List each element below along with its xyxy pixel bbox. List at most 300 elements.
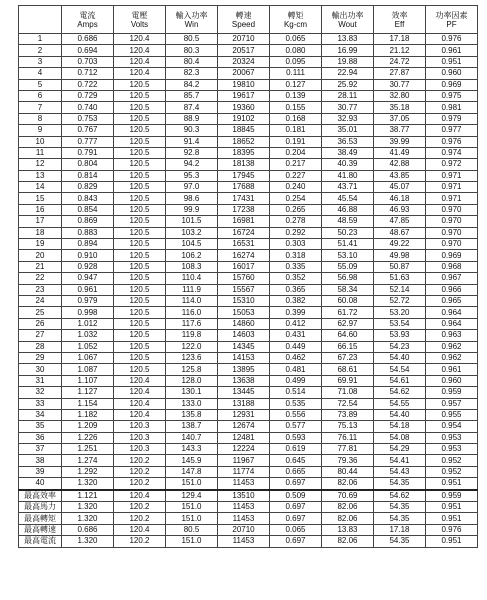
header-label-cn: 輸入功率: [175, 10, 208, 20]
value-cell: 1.320: [62, 536, 114, 547]
value-cell: 43.71: [322, 182, 374, 193]
table-row: [19, 455, 478, 466]
value-cell: 120.5: [114, 341, 166, 352]
value-cell: 120.4: [114, 409, 166, 420]
row-label-cell: 36: [19, 432, 62, 443]
value-cell: 120.5: [114, 79, 166, 90]
value-cell: 0.869: [62, 216, 114, 227]
value-cell: 49.22: [374, 239, 426, 250]
table-row: [19, 478, 478, 490]
header-label-en: Win: [184, 19, 199, 29]
value-cell: 38.77: [374, 125, 426, 136]
value-cell: 1.067: [62, 352, 114, 363]
value-cell: 97.0: [166, 182, 218, 193]
value-cell: 15567: [218, 284, 270, 295]
value-cell: 133.0: [166, 398, 218, 409]
header-label-en: Kg-cm: [283, 19, 308, 29]
value-cell: 120.2: [114, 502, 166, 513]
value-cell: 54.35: [374, 502, 426, 513]
value-cell: 151.0: [166, 502, 218, 513]
value-cell: 120.4: [114, 34, 166, 45]
value-cell: 120.5: [114, 170, 166, 181]
value-cell: 120.4: [114, 375, 166, 386]
value-cell: 70.69: [322, 490, 374, 502]
value-cell: 0.712: [62, 68, 114, 79]
value-cell: 0.481: [270, 364, 322, 375]
motor-performance-table: [18, 5, 478, 548]
value-cell: 0.431: [270, 330, 322, 341]
value-cell: 52.14: [374, 284, 426, 295]
value-cell: 20067: [218, 68, 270, 79]
value-cell: 122.0: [166, 341, 218, 352]
value-cell: 0.928: [62, 261, 114, 272]
table-row: [19, 352, 478, 363]
value-cell: 116.0: [166, 307, 218, 318]
value-cell: 0.965: [426, 295, 478, 306]
value-cell: 51.63: [374, 273, 426, 284]
row-label-cell: 4: [19, 68, 62, 79]
value-cell: 0.462: [270, 352, 322, 363]
value-cell: 0.155: [270, 102, 322, 113]
value-cell: 1.107: [62, 375, 114, 386]
header-label-cn: 轉矩: [287, 10, 304, 20]
value-cell: 1.320: [62, 513, 114, 524]
header-label-en: Amps: [77, 19, 98, 29]
row-label-cell: 最高馬力: [19, 502, 62, 513]
value-cell: 53.20: [374, 307, 426, 318]
value-cell: 0.975: [426, 90, 478, 101]
value-cell: 106.2: [166, 250, 218, 261]
value-cell: 0.697: [270, 478, 322, 490]
value-cell: 0.964: [426, 307, 478, 318]
row-label-cell: 1: [19, 34, 62, 45]
value-cell: 0.971: [426, 182, 478, 193]
row-label-cell: 10: [19, 136, 62, 147]
value-cell: 135.8: [166, 409, 218, 420]
summary-row: [19, 502, 478, 513]
value-cell: 16017: [218, 261, 270, 272]
value-cell: 53.10: [322, 250, 374, 261]
header-label-en: Eff: [394, 19, 405, 29]
value-cell: 120.2: [114, 536, 166, 547]
value-cell: 0.967: [426, 273, 478, 284]
row-label-cell: 2: [19, 45, 62, 56]
value-cell: 120.5: [114, 284, 166, 295]
value-cell: 0.959: [426, 490, 478, 502]
table-row: [19, 136, 478, 147]
value-cell: 82.06: [322, 536, 374, 547]
value-cell: 19617: [218, 90, 270, 101]
value-cell: 20324: [218, 56, 270, 67]
value-cell: 0.449: [270, 341, 322, 352]
value-cell: 14345: [218, 341, 270, 352]
value-cell: 0.962: [426, 352, 478, 363]
value-cell: 82.06: [322, 478, 374, 490]
table-row: [19, 295, 478, 306]
value-cell: 37.05: [374, 113, 426, 124]
value-cell: 28.11: [322, 90, 374, 101]
value-cell: 22.94: [322, 68, 374, 79]
value-cell: 54.23: [374, 341, 426, 352]
value-cell: 13638: [218, 375, 270, 386]
header-label-cn: 轉速: [235, 10, 252, 20]
table-row: [19, 307, 478, 318]
value-cell: 120.5: [114, 364, 166, 375]
value-cell: 101.5: [166, 216, 218, 227]
value-cell: 0.697: [270, 513, 322, 524]
value-cell: 0.966: [426, 284, 478, 295]
value-cell: 0.181: [270, 125, 322, 136]
table-row: [19, 90, 478, 101]
row-label-cell: 12: [19, 159, 62, 170]
value-cell: 79.36: [322, 455, 374, 466]
header-row: [19, 6, 478, 34]
row-label-cell: 6: [19, 90, 62, 101]
header-label-cn: 功率因素: [435, 10, 468, 20]
header-cell: [426, 6, 478, 34]
value-cell: 67.23: [322, 352, 374, 363]
row-label-cell: 3: [19, 56, 62, 67]
value-cell: 1.052: [62, 341, 114, 352]
value-cell: 80.3: [166, 45, 218, 56]
row-label-cell: 32: [19, 387, 62, 398]
table-row: [19, 421, 478, 432]
value-cell: 55.09: [322, 261, 374, 272]
value-cell: 16.99: [322, 45, 374, 56]
value-cell: 17945: [218, 170, 270, 181]
value-cell: 46.88: [322, 204, 374, 215]
value-cell: 15310: [218, 295, 270, 306]
value-cell: 0.972: [426, 159, 478, 170]
value-cell: 1.209: [62, 421, 114, 432]
header-cell: [270, 6, 322, 34]
value-cell: 0.951: [426, 502, 478, 513]
value-cell: 120.2: [114, 455, 166, 466]
value-cell: 12674: [218, 421, 270, 432]
value-cell: 0.303: [270, 239, 322, 250]
row-label-cell: 9: [19, 125, 62, 136]
table-row: [19, 113, 478, 124]
table-row: [19, 466, 478, 477]
value-cell: 120.5: [114, 159, 166, 170]
row-label-cell: 31: [19, 375, 62, 386]
row-label-cell: 8: [19, 113, 62, 124]
value-cell: 62.97: [322, 318, 374, 329]
value-cell: 54.08: [374, 432, 426, 443]
value-cell: 110.4: [166, 273, 218, 284]
value-cell: 13445: [218, 387, 270, 398]
value-cell: 54.35: [374, 478, 426, 490]
value-cell: 16531: [218, 239, 270, 250]
value-cell: 99.9: [166, 204, 218, 215]
value-cell: 1.274: [62, 455, 114, 466]
value-cell: 50.23: [322, 227, 374, 238]
value-cell: 129.4: [166, 490, 218, 502]
value-cell: 0.729: [62, 90, 114, 101]
header-label-cn: 效率: [391, 10, 408, 20]
value-cell: 151.0: [166, 478, 218, 490]
value-cell: 0.065: [270, 34, 322, 45]
row-label-cell: 20: [19, 250, 62, 261]
value-cell: 103.2: [166, 227, 218, 238]
header-label-en: Volts: [130, 19, 149, 29]
value-cell: 120.2: [114, 478, 166, 490]
table-row: [19, 34, 478, 45]
value-cell: 120.4: [114, 45, 166, 56]
value-cell: 0.953: [426, 444, 478, 455]
table-row: [19, 330, 478, 341]
value-cell: 120.5: [114, 90, 166, 101]
value-cell: 0.227: [270, 170, 322, 181]
value-cell: 19360: [218, 102, 270, 113]
value-cell: 80.4: [166, 56, 218, 67]
value-cell: 11453: [218, 513, 270, 524]
value-cell: 0.976: [426, 34, 478, 45]
value-cell: 120.5: [114, 147, 166, 158]
value-cell: 53.93: [374, 330, 426, 341]
value-cell: 19102: [218, 113, 270, 124]
value-cell: 0.645: [270, 455, 322, 466]
row-label-cell: 21: [19, 261, 62, 272]
value-cell: 46.18: [374, 193, 426, 204]
value-cell: 0.964: [426, 318, 478, 329]
value-cell: 0.854: [62, 204, 114, 215]
value-cell: 120.5: [114, 102, 166, 113]
value-cell: 54.43: [374, 466, 426, 477]
value-cell: 0.981: [426, 102, 478, 113]
row-label-cell: 最高電流: [19, 536, 62, 547]
value-cell: 0.829: [62, 182, 114, 193]
value-cell: 14153: [218, 352, 270, 363]
table-row: [19, 68, 478, 79]
table-row: [19, 250, 478, 261]
value-cell: 72.54: [322, 398, 374, 409]
value-cell: 1.121: [62, 490, 114, 502]
value-cell: 108.3: [166, 261, 218, 272]
header-cell: [374, 6, 426, 34]
table-row: [19, 56, 478, 67]
header-label-en: Wout: [338, 19, 357, 29]
value-cell: 0.095: [270, 56, 322, 67]
value-cell: 82.06: [322, 513, 374, 524]
value-cell: 120.3: [114, 421, 166, 432]
value-cell: 123.6: [166, 352, 218, 363]
row-label-cell: 38: [19, 455, 62, 466]
value-cell: 85.7: [166, 90, 218, 101]
value-cell: 0.963: [426, 330, 478, 341]
value-cell: 0.318: [270, 250, 322, 261]
value-cell: 32.80: [374, 90, 426, 101]
value-cell: 0.960: [426, 375, 478, 386]
value-cell: 117.6: [166, 318, 218, 329]
value-cell: 38.49: [322, 147, 374, 158]
value-cell: 0.335: [270, 261, 322, 272]
value-cell: 0.292: [270, 227, 322, 238]
value-cell: 47.85: [374, 216, 426, 227]
value-cell: 0.722: [62, 79, 114, 90]
value-cell: 54.62: [374, 387, 426, 398]
value-cell: 1.012: [62, 318, 114, 329]
value-cell: 82.3: [166, 68, 218, 79]
value-cell: 0.509: [270, 490, 322, 502]
summary-row: [19, 513, 478, 524]
header-cell: [114, 6, 166, 34]
value-cell: 0.843: [62, 193, 114, 204]
value-cell: 0.399: [270, 307, 322, 318]
value-cell: 0.954: [426, 421, 478, 432]
row-label-cell: 17: [19, 216, 62, 227]
row-label-cell: 30: [19, 364, 62, 375]
header-label-cn: 電流: [79, 10, 96, 20]
value-cell: 30.77: [322, 102, 374, 113]
value-cell: 0.953: [426, 432, 478, 443]
value-cell: 80.5: [166, 34, 218, 45]
value-cell: 0.240: [270, 182, 322, 193]
value-cell: 16274: [218, 250, 270, 261]
value-cell: 120.5: [114, 318, 166, 329]
row-label-cell: 15: [19, 193, 62, 204]
value-cell: 12931: [218, 409, 270, 420]
row-label-cell: 最高轉速: [19, 524, 62, 535]
value-cell: 0.971: [426, 193, 478, 204]
value-cell: 120.5: [114, 125, 166, 136]
value-cell: 120.2: [114, 513, 166, 524]
row-label-cell: 13: [19, 170, 62, 181]
value-cell: 0.969: [426, 79, 478, 90]
value-cell: 64.60: [322, 330, 374, 341]
value-cell: 0.970: [426, 239, 478, 250]
value-cell: 42.88: [374, 159, 426, 170]
value-cell: 54.61: [374, 375, 426, 386]
value-cell: 120.5: [114, 227, 166, 238]
value-cell: 0.697: [270, 536, 322, 547]
data-rows: [19, 34, 478, 490]
value-cell: 21.12: [374, 45, 426, 56]
value-cell: 120.5: [114, 136, 166, 147]
value-cell: 0.976: [426, 524, 478, 535]
value-cell: 151.0: [166, 536, 218, 547]
value-cell: 120.5: [114, 352, 166, 363]
value-cell: 0.499: [270, 375, 322, 386]
value-cell: 17.18: [374, 34, 426, 45]
table-row: [19, 170, 478, 181]
row-label-cell: 19: [19, 239, 62, 250]
value-cell: 48.59: [322, 216, 374, 227]
value-cell: 54.18: [374, 421, 426, 432]
table-header: [19, 6, 478, 34]
header-cell: [218, 6, 270, 34]
value-cell: 120.5: [114, 330, 166, 341]
value-cell: 0.694: [62, 45, 114, 56]
table-row: [19, 239, 478, 250]
value-cell: 24.72: [374, 56, 426, 67]
value-cell: 30.77: [374, 79, 426, 90]
value-cell: 12224: [218, 444, 270, 455]
value-cell: 41.80: [322, 170, 374, 181]
header-label-cn: 輸出功率: [331, 10, 364, 20]
summary-row: [19, 524, 478, 535]
value-cell: 53.54: [374, 318, 426, 329]
value-cell: 0.962: [426, 341, 478, 352]
value-cell: 0.957: [426, 398, 478, 409]
value-cell: 0.955: [426, 409, 478, 420]
value-cell: 11453: [218, 536, 270, 547]
value-cell: 0.577: [270, 421, 322, 432]
value-cell: 52.72: [374, 295, 426, 306]
value-cell: 120.4: [114, 524, 166, 535]
value-cell: 0.883: [62, 227, 114, 238]
value-cell: 0.961: [426, 45, 478, 56]
value-cell: 58.34: [322, 284, 374, 295]
table-row: [19, 341, 478, 352]
value-cell: 147.8: [166, 466, 218, 477]
row-label-cell: 14: [19, 182, 62, 193]
value-cell: 120.4: [114, 56, 166, 67]
value-cell: 54.40: [374, 409, 426, 420]
value-cell: 0.970: [426, 216, 478, 227]
value-cell: 66.15: [322, 341, 374, 352]
value-cell: 125.8: [166, 364, 218, 375]
value-cell: 151.0: [166, 513, 218, 524]
value-cell: 120.5: [114, 216, 166, 227]
value-cell: 120.5: [114, 261, 166, 272]
table-row: [19, 273, 478, 284]
row-label-cell: 22: [19, 273, 62, 284]
value-cell: 143.3: [166, 444, 218, 455]
value-cell: 120.3: [114, 432, 166, 443]
value-cell: 94.2: [166, 159, 218, 170]
value-cell: 1.154: [62, 398, 114, 409]
header-cell: [322, 6, 374, 34]
value-cell: 0.753: [62, 113, 114, 124]
value-cell: 1.320: [62, 502, 114, 513]
table-row: [19, 261, 478, 272]
value-cell: 0.804: [62, 159, 114, 170]
value-cell: 120.5: [114, 113, 166, 124]
value-cell: 17238: [218, 204, 270, 215]
value-cell: 87.4: [166, 102, 218, 113]
value-cell: 27.87: [374, 68, 426, 79]
value-cell: 0.697: [270, 502, 322, 513]
value-cell: 13.83: [322, 524, 374, 535]
row-label-cell: 24: [19, 295, 62, 306]
value-cell: 0.961: [426, 364, 478, 375]
value-cell: 43.85: [374, 170, 426, 181]
value-cell: 1.087: [62, 364, 114, 375]
value-cell: 0.952: [426, 466, 478, 477]
table-row: [19, 398, 478, 409]
value-cell: 46.93: [374, 204, 426, 215]
value-cell: 73.89: [322, 409, 374, 420]
value-cell: 120.5: [114, 182, 166, 193]
value-cell: 0.254: [270, 193, 322, 204]
table-row: [19, 125, 478, 136]
value-cell: 0.894: [62, 239, 114, 250]
value-cell: 35.01: [322, 125, 374, 136]
value-cell: 20517: [218, 45, 270, 56]
value-cell: 0.217: [270, 159, 322, 170]
value-cell: 0.961: [62, 284, 114, 295]
value-cell: 19.88: [322, 56, 374, 67]
value-cell: 1.182: [62, 409, 114, 420]
value-cell: 18652: [218, 136, 270, 147]
header-label-en: PF: [446, 19, 457, 29]
value-cell: 140.7: [166, 432, 218, 443]
header-label-en: Speed: [231, 19, 256, 29]
table-row: [19, 147, 478, 158]
table-row: [19, 193, 478, 204]
table-row: [19, 409, 478, 420]
